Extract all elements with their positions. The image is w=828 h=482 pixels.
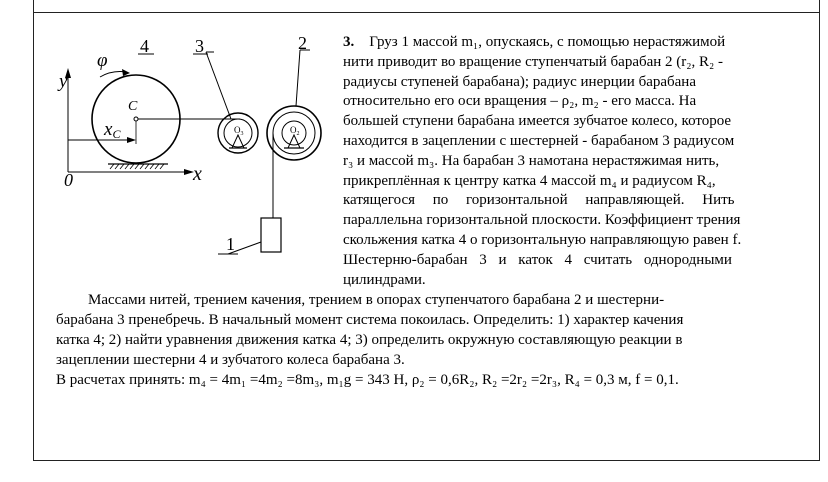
full-width-line: В расчетах принять: m₄ = 4m₁ =4m₂ =8m₃, m₁g = 343 Н, ρ₂ = 0,6R₂, R₂ =2r₂ =2r₃, R₄ = 0,3 м, f = 0,1. — [56, 372, 679, 388]
problem-line: скольжения катка 4 о горизонтальную направляющую равен f. — [343, 231, 742, 248]
drum-2-leader-line — [296, 50, 300, 106]
problem-line: находится в зацеплении с шестерней - барабаном 3 радиусом — [343, 132, 735, 149]
xc-label-sub: C — [112, 127, 121, 141]
xc-dimension-arrow — [127, 137, 136, 143]
full-width-line: барабана 3 пренебречь. В начальный момент система покоилась. Определить: 1) характер качения — [56, 312, 684, 328]
x-label: x — [193, 163, 202, 185]
o3-label — [234, 125, 244, 137]
origin-label: 0 — [64, 170, 73, 190]
problem-line: цилиндрами. — [343, 271, 426, 288]
problem-line: нити приводит во вращение ступенчатый барабан 2 (r₂, R₂ - — [343, 53, 724, 70]
ground-hatch — [110, 164, 164, 169]
problem-line: r₃ и массой m₃. На барабан 3 намотана нерастяжимая нить, — [343, 152, 720, 169]
y-label: y — [59, 71, 68, 92]
problem-line: относительно его оси вращения – ρ₂, m₂ - его масса. На — [343, 93, 697, 110]
label-1: 1 — [226, 234, 235, 254]
xc-label-main: x — [104, 119, 113, 140]
label-3: 3 — [195, 36, 204, 56]
o3-label-sub: 3 — [240, 131, 244, 137]
phi-arrow-arc — [100, 72, 126, 77]
roller-4-center — [134, 117, 138, 121]
full-width-line: зацеплении шестерни 4 и зубчатого колеса барабана 3. — [56, 352, 405, 368]
o2-label-sub: 2 — [296, 131, 300, 137]
label-4: 4 — [140, 36, 149, 56]
o3-label-main: O — [234, 125, 241, 135]
full-width-line: катка 4; 2) найти уравнения движения катка 4; 3) определить окружную составляющую реакции в — [56, 332, 683, 348]
problem-line-text: Груз 1 массой m₁, опускаясь, с помощью нерастяжимой — [369, 34, 726, 50]
full-width-line: Массами нитей, трением качения, трением в опорах ступенчатого барабана 2 и шестерни- — [88, 292, 665, 308]
problem-number: 3. — [343, 34, 355, 50]
problem-statement-column — [343, 33, 803, 290]
problem-line: радиусы ступеней барабана); радиус инерции барабана — [343, 73, 696, 90]
load-1 — [261, 218, 281, 252]
o2-label — [290, 125, 300, 137]
mechanism-figure — [48, 32, 328, 272]
problem-line: катящегося по горизонтальной направляющей. Нить — [343, 192, 735, 209]
problem-line: большей ступени барабана имеется зубчатое колесо, которое — [343, 113, 732, 130]
c-label: C — [128, 99, 138, 114]
problem-line — [343, 33, 803, 53]
phi-label: φ — [97, 50, 108, 71]
o2-label-main: O — [290, 125, 297, 135]
problem-line: Шестерню-барабан 3 и каток 4 считать однородными — [343, 251, 732, 268]
problem-line: параллельна горизонтальной плоскости. Коэффициент трения — [343, 212, 741, 229]
problem-line: прикреплённая к центру катка 4 массой m₄ и радиусом R₄, — [343, 172, 716, 189]
xc-label — [103, 119, 121, 141]
drum-3-support-rope — [206, 52, 231, 119]
label-2: 2 — [298, 33, 307, 53]
